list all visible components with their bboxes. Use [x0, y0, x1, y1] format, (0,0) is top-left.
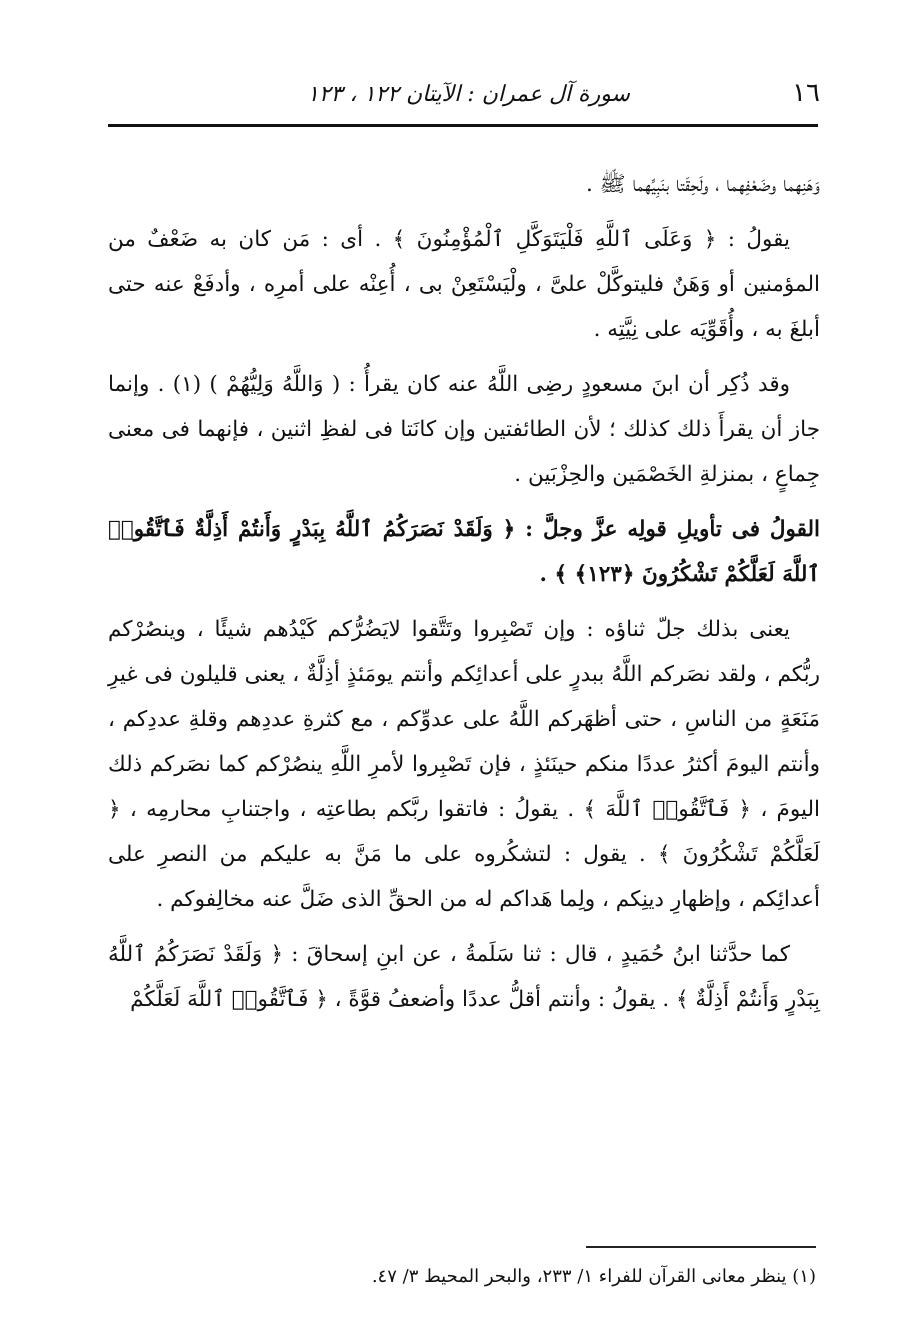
footnote: (١) ينظر معانى القرآن للفراء ١/ ٢٣٣، والبحر المحيط ٣/ ٤٧.	[371, 1266, 816, 1287]
paragraph: يعنى بذلك جلّ ثناؤه : وإن تَصْبِروا وتَتَّقوا لايَضُرُّكم كَيْدُهم شيئًا ، وينصُرْكم ربُّكم ، ولقد نصَركم اللَّهُ ببدرٍ على أعدائِكم وأنتم يومَئذٍ أذِلَّةٌ ، يعنى قليلون فى غيرِ مَنَعَةٍ من الناسِ ، حتى أظهَركم اللَّهُ على عدوِّكم ، مع كثرةِ عددِهم وقلةِ عددِكم ، وأنتم اليومَ أكثرُ عددًا منكم حينَئذٍ ، فإن تَصْبِروا لأمرِ اللَّهِ ينصُرْكم كما نصَركم ذلك اليومَ ، ﴿ فَٱتَّقُوا۟ ٱللَّهَ ﴾ . يقولُ : فاتقوا ربَّكم بطاعتِه ، واجتنابِ محارمِه ، ﴿ لَعَلَّكُمْ تَشْكُرُونَ ﴾ . يقول : لتشكُروه على ما مَنَّ به عليكم من النصرِ على أعدائِكم ، وإظهارِ دينِكم ، ولِما هَداكم له من الحقِّ الذى ضَلَّ عنه مخالِفوكم .	[108, 617, 820, 912]
section-heading: القولُ فى تأويلِ قولِه عزَّ وجلَّ : ﴿ وَلَقَدْ نَصَرَكُمُ ٱللَّهُ بِبَدْرٍ وَأَنتُمْ أَذِلَّةٌ فَٱتَّقُوا۟ ٱللَّهَ لَعَلَّكُمْ تَشْكُرُونَ ﴿١٢٣﴾ ﴾ .	[108, 517, 820, 587]
page-header	[108, 72, 820, 116]
paragraph: وقد ذُكِر أن ابنَ مسعودٍ رضِى اللَّهُ عنه كان يقرأُ : ( وَاللَّهُ وَلِيُّهُمْ ) (١) . وإنما جاز أن يقرأَ ذلك كذلك ؛ لأن الطائفتين وإن كانَتا فى لفظِ اثنين ، فإنهما فى معنى جِماعٍ ، بمنزلةِ الخَصْمَين والحِزْبَين .	[108, 372, 820, 487]
paragraph: وَهَنِهما وضَعْفِهما ، ولَحِقَتا بنَبِيِّهما ﷺ .	[586, 172, 820, 197]
header-rule	[108, 124, 818, 127]
paragraph: كما حدَّثنا ابنُ حُمَيدٍ ، قال : ثنا سَلَمةُ ، عن ابنِ إسحاقَ : ﴿ وَلَقَدْ نَصَرَكُمُ ٱللَّهُ بِبَدْرٍ وَأَنتُمْ أَذِلَّةٌ ﴾ . يقولُ : وأنتم أقلُّ عددًا وأضعفُ قوَّةً ، ﴿ فَٱتَّقُوا۟ ٱللَّهَ لَعَلَّكُمْ	[108, 942, 820, 1012]
main-text	[108, 162, 820, 1032]
running-title: سورة آل عمران : الآيتان ١٢٢ ، ١٢٣	[307, 82, 630, 107]
paragraph: يقولُ : ﴿ وَعَلَى ٱللَّهِ فَلْيَتَوَكَّلِ ٱلْمُؤْمِنُونَ ﴾ . أى : مَن كان به ضَعْفٌ من المؤمنين أو وَهَنٌ فليتوكَّلْ علىَّ ، ولْيَسْتَعِنْ بى ، أُعِنْه على أمرِه ، وأدفَعْ عنه حتى أبلغَ به ، وأُقَوِّيَه على نِيَّتِه .	[108, 227, 820, 342]
page-number: ١٦	[792, 78, 820, 108]
footnote-rule	[586, 1246, 816, 1248]
